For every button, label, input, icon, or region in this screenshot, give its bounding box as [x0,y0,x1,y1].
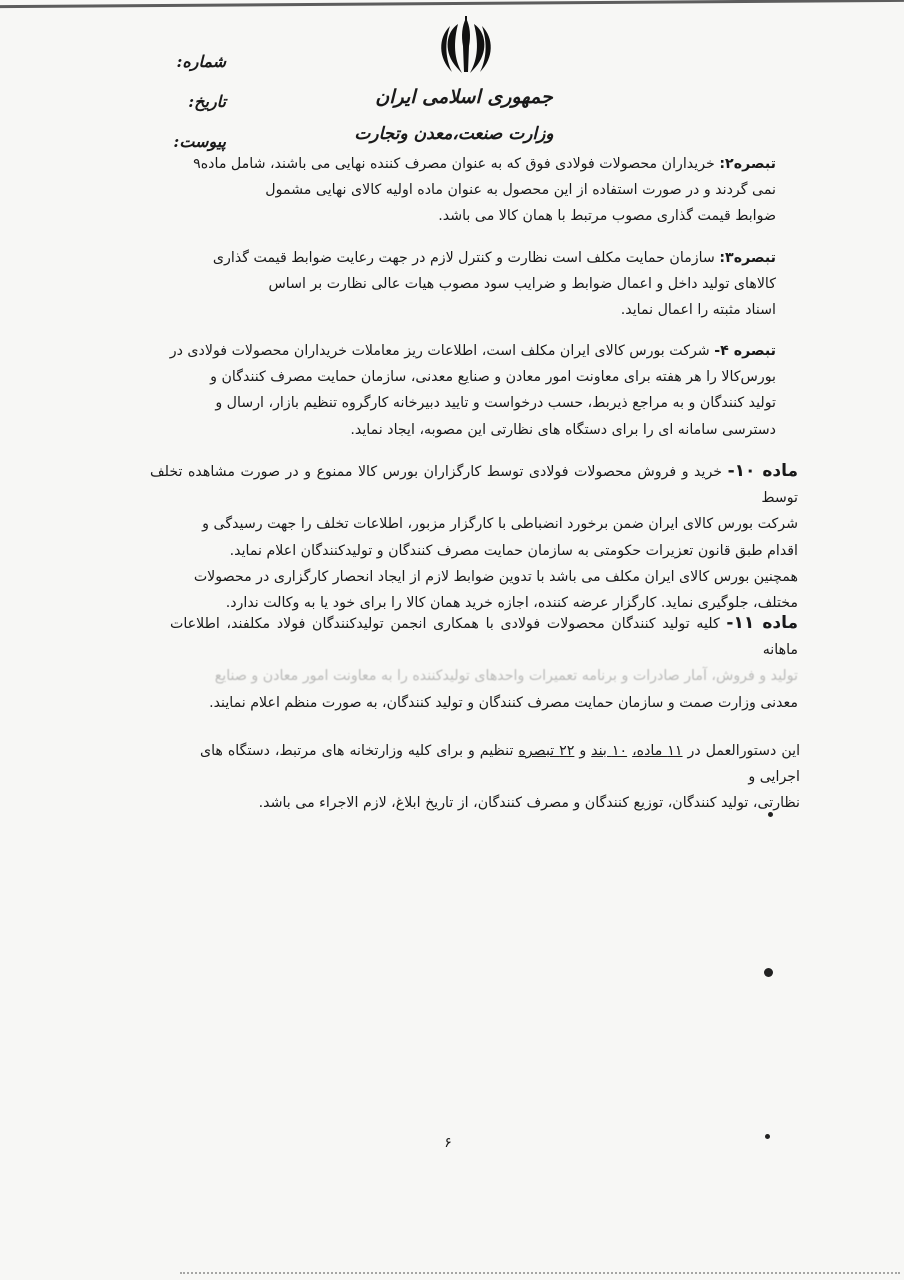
paragraph-line: شرکت بورس کالای ایران ضمن برخورد انضباطی با کارگزار مزبور، اطلاعات تخلف را جهت رسیدگی و [202,516,798,533]
paragraph-line [158,151,776,177]
paragraph-line [158,338,776,364]
paragraph-label: تبصره۲: [719,156,776,172]
paragraph-line: همچنین بورس کالای ایران مکلف می باشد با تدوین ضوابط لازم از ایجاد انحصار کارگزاری در محصولات [193,568,798,585]
paragraph-article-11 [170,610,798,716]
line-text: خریداران محصولات فولادی فوق که به عنوان مصرف کننده نهایی می باشند، شامل ماده۹ [193,156,715,172]
paragraph-line [158,245,776,271]
line-text: این دستورالعمل در [687,743,801,759]
notes-count: ۲۲ تبصره [518,743,575,759]
ministry-title: وزارت صنعت،معدن وتجارت [354,124,554,144]
line-text: و [579,743,587,759]
paragraph-article-10 [150,458,798,616]
line-text: سازمان حمایت مکلف است نظارت و کنترل لازم در جهت رعایت ضوابط قیمت گذاری [212,250,715,266]
line-text: تنظیم و برای کلیه وزارتخانه های مرتبط، دستگاه های اجرایی و [200,743,800,786]
scan-speck [764,968,773,977]
paragraph-line: تولید کنندگان و به مراجع ذیربط، حسب درخواست و تایید دبیرخانه کارگروه تنظیم بازار، ارسال و [215,395,776,412]
paragraph-note-2 [158,151,776,230]
paragraph-line: کالاهای تولید داخل و اعمال ضوابط و ضرایب سود مصوب هیات عالی نظارت بر اساس [268,276,776,293]
paragraph-line: نظارتی، تولید کنندگان، توزیع کنندگان و مصرف کنندگان، از تاریخ ابلاغ، لازم الاجراء می باشد. [258,795,800,812]
scan-speck [765,1134,770,1139]
number-label: شماره: [176,52,226,71]
faded-paragraph-line: تولید و فروش، آمار صادرات و برنامه تعمیرات واحدهای تولیدکننده را به معاونت امور معادن و صنایع [214,668,798,685]
paragraph-label: ماده ۱۱- [726,613,799,633]
paragraph-line [170,610,798,663]
line-text: شرکت بورس کالای ایران مکلف است، اطلاعات ریز معاملات خریداران محصولات فولادی در [169,343,710,359]
paragraph-line: اسناد مثبته را اعمال نماید. [620,302,776,319]
line-text: کلیه تولید کنندگان محصولات فولادی با همکاری انجمن تولیدکنندگان فولاد مکلفند، اطلاعات ماهانه [170,616,798,659]
iran-emblem-icon [436,16,496,80]
paragraph-note-3 [158,245,776,324]
paragraph-line: معدنی وزارت صمت و سازمان حمایت مصرف کنندگان و تولید کنندگان، به صورت منظم اعلام نمایند. [209,694,798,711]
scan-speck [768,812,773,817]
paragraph-line: اقدام طبق قانون تعزیرات حکومتی به سازمان حمایت مصرف کنندگان و تولیدکنندگان اعلام نماید. [229,542,798,559]
paragraph-note-4 [158,338,776,443]
scan-bottom-edge [180,1272,900,1278]
paragraph-line [200,738,800,790]
paragraph-line [150,458,798,511]
attachment-label: پیوست: [173,132,226,151]
paragraph-label: ماده ۱۰- [727,461,798,481]
paragraph-line: مختلف، جلوگیری نماید. کارگزار عرضه کننده، اجازه خرید همان کالا را برای خود یا به وکالت ندارد. [225,595,798,612]
paragraph-line: نمی گردند و در صورت استفاده از این محصول به عنوان ماده اولیه کالای نهایی مشمول [265,182,776,199]
clauses-count: ۱۰ بند [591,743,628,759]
line-text: خرید و فروش محصولات فولادی توسط کارگزاران بورس کالا ممنوع و در صورت مشاهده تخلف توسط [150,464,798,507]
page-number: ۶ [444,1135,452,1151]
paragraph-line: بورس‌کالا را هر هفته برای معاونت امور معادن و صنایع معدنی، سازمان حمایت مصرف کنندگان و [210,369,776,386]
paragraph-label: تبصره ۴- [714,343,776,359]
country-title: جمهوری اسلامی ایران [375,86,553,108]
date-label: تاریخ: [188,92,226,111]
paragraph-label: تبصره۳: [719,250,776,266]
closing-paragraph [200,738,800,817]
articles-count: ۱۱ ماده، [632,743,683,759]
paragraph-line: ضوابط قیمت گذاری مصوب مرتبط با همان کالا می باشد. [438,208,776,225]
paragraph-line: دسترسی سامانه ای را برای دستگاه های نظارتی این مصوبه، ایجاد نماید. [350,421,776,438]
